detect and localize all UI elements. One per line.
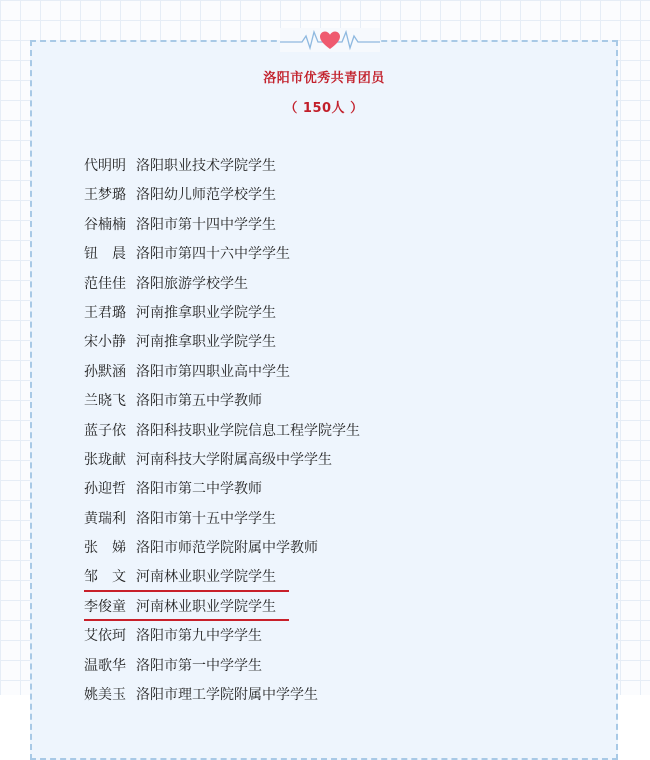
member-organization: 洛阳科技职业学院信息工程学院学生	[136, 422, 360, 439]
member-organization: 洛阳市第十四中学学生	[136, 216, 276, 233]
member-name: 范佳佳	[84, 275, 126, 292]
member-name: 宋小静	[84, 334, 126, 351]
list-item	[84, 681, 360, 710]
member-name: 钮 晨	[84, 246, 126, 263]
member-organization: 洛阳市第五中学教师	[136, 393, 262, 410]
list-item	[84, 211, 360, 240]
member-organization: 洛阳市第九中学学生	[136, 628, 262, 645]
member-organization: 河南林业职业学院学生	[136, 598, 276, 615]
member-name: 邹 文	[84, 569, 126, 586]
list-item	[84, 299, 360, 328]
member-name: 孙默涵	[84, 363, 126, 380]
member-name: 王君璐	[84, 304, 126, 321]
member-name: 温歌华	[84, 657, 126, 674]
member-organization: 洛阳市第二中学教师	[136, 481, 262, 498]
member-list	[84, 152, 360, 710]
member-name: 蓝子依	[84, 422, 126, 439]
list-item	[84, 446, 360, 475]
member-organization: 洛阳市第一中学学生	[136, 657, 262, 674]
member-name: 艾依珂	[84, 628, 126, 645]
list-item	[84, 358, 360, 387]
member-organization: 洛阳旅游学校学生	[136, 275, 248, 292]
list-item	[84, 593, 360, 622]
member-name: 李俊童	[84, 598, 126, 615]
member-organization: 河南林业职业学院学生	[136, 569, 276, 586]
member-organization: 洛阳市师范学院附属中学教师	[136, 540, 318, 557]
member-name: 张珑献	[84, 451, 126, 468]
heart-heartbeat-icon	[280, 28, 380, 52]
member-name: 姚美玉	[84, 687, 126, 704]
list-item	[84, 417, 360, 446]
member-organization: 洛阳市第四十六中学学生	[136, 246, 290, 263]
list-item	[84, 270, 360, 299]
member-organization: 洛阳市理工学院附属中学学生	[136, 687, 318, 704]
list-item	[84, 240, 360, 269]
member-organization: 洛阳市第十五中学学生	[136, 510, 276, 527]
member-name: 黄瑞利	[84, 510, 126, 527]
list-item	[84, 475, 360, 504]
member-organization: 洛阳幼儿师范学校学生	[136, 187, 276, 204]
member-name: 谷楠楠	[84, 216, 126, 233]
member-list-card	[30, 40, 618, 760]
list-item	[84, 505, 360, 534]
list-item	[84, 328, 360, 357]
member-organization: 河南推拿职业学院学生	[136, 304, 276, 321]
list-item	[84, 152, 360, 181]
member-organization: 洛阳市第四职业高中学生	[136, 363, 290, 380]
member-count: （ 150人 ）	[284, 101, 364, 116]
list-item	[84, 622, 360, 651]
member-name: 代明明	[84, 158, 126, 174]
list-item	[84, 181, 360, 210]
list-item	[84, 387, 360, 416]
member-organization: 河南科技大学附属高级中学学生	[136, 451, 332, 468]
member-name: 张 娣	[84, 540, 126, 557]
member-name: 兰晓飞	[84, 393, 126, 410]
member-name: 孙迎哲	[84, 481, 126, 498]
page-title: 洛阳市优秀共青团员	[263, 71, 385, 86]
list-item	[84, 652, 360, 681]
list-item	[84, 563, 360, 592]
member-organization: 河南推拿职业学院学生	[136, 334, 276, 351]
member-organization: 洛阳职业技术学院学生	[136, 158, 276, 174]
list-item	[84, 534, 360, 563]
member-name: 王梦璐	[84, 187, 126, 204]
